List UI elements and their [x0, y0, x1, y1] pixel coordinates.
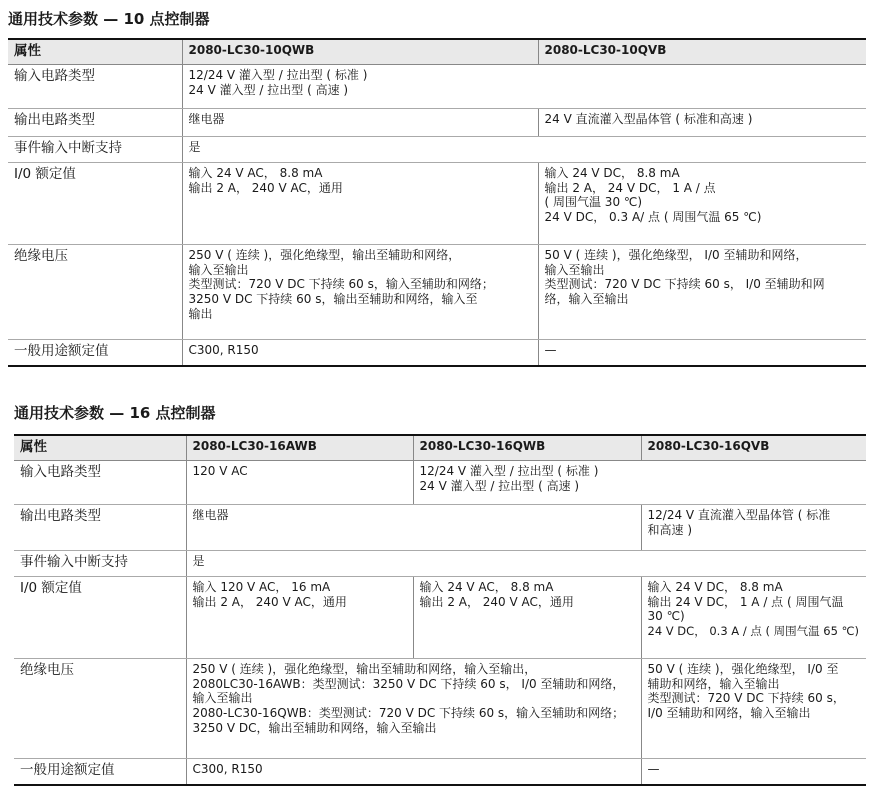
table-row [8, 137, 866, 163]
general-qvb: — [538, 340, 866, 366]
general-awb-qwb: C300, R150 [186, 759, 641, 785]
row-label: I/0 额定值 [8, 163, 182, 245]
table-row [14, 461, 866, 505]
io-qwb: 输入 24 V AC， 8.8 mA 输出 2 A， 240 V AC，通用 [182, 163, 538, 245]
header-row [14, 435, 866, 461]
output-type-qvb: 24 V 直流灌入型晶体管 ( 标准和高速 ) [538, 109, 866, 137]
header-16awb: 2080-LC30-16AWB [186, 435, 413, 461]
event-value: 是 [186, 551, 866, 577]
table-row [8, 109, 866, 137]
header-16qwb: 2080-LC30-16QWB [413, 435, 641, 461]
insulation-qvb: 50 V ( 连续 )，强化绝缘型， I/0 至辅助和网络， 输入至输出 类型测试：720 V DC 下持续 60 s， I/0 至辅助和网 络，输入至输出 [538, 245, 866, 340]
insulation-awb-qwb: 250 V ( 连续 )，强化绝缘型，输出至辅助和网络，输入至输出， 2080LC30-16AWB：类型测试：3250 V DC 下持续 60 s， I/0 至辅助和网络， 输入至输出 2080-LC30-16QWB：类型测试：720 V DC 下持续 60 s，输入至辅助和网络； 3250 V DC，输出至辅助和网络，输入至输出 [186, 659, 641, 759]
row-label: 一般用途额定值 [8, 340, 182, 366]
row-label: 事件输入中断支持 [8, 137, 182, 163]
output-type-qvb: 12/24 V 直流灌入型晶体管 ( 标准 和高速 ) [641, 505, 866, 551]
event-value: 是 [182, 137, 866, 163]
row-label: 事件输入中断支持 [14, 551, 186, 577]
table-row [14, 505, 866, 551]
general-qwb: C300, R150 [182, 340, 538, 366]
header-10qvb: 2080-LC30-10QVB [538, 39, 866, 65]
row-label: 绝缘电压 [14, 659, 186, 759]
row-label: I/0 额定值 [14, 577, 186, 659]
header-10qwb: 2080-LC30-10QWB [182, 39, 538, 65]
spec-table-10pt [8, 38, 866, 367]
table-row [8, 245, 866, 340]
io-qvb: 输入 24 V DC， 8.8 mA 输出 24 V DC， 1 A / 点 ( 周围气温 30 ℃) 24 V DC， 0.3 A / 点 ( 周围气温 65 ℃) [641, 577, 866, 659]
row-label: 输入电路类型 [8, 65, 182, 109]
input-type-value: 12/24 V 灌入型 / 拉出型 ( 标准 ) 24 V 灌入型 / 拉出型 ( 高速 ) [182, 65, 866, 109]
table-row [14, 659, 866, 759]
input-type-qwb-qvb: 12/24 V 灌入型 / 拉出型 ( 标准 ) 24 V 灌入型 / 拉出型 ( 高速 ) [413, 461, 866, 505]
output-type-awb-qwb: 继电器 [186, 505, 641, 551]
table-row [14, 577, 866, 659]
io-qvb: 输入 24 V DC， 8.8 mA 输出 2 A， 24 V DC， 1 A / 点 ( 周围气温 30 ℃) 24 V DC， 0.3 A/ 点 ( 周围气温 65 ℃) [538, 163, 866, 245]
io-qwb: 输入 24 V AC， 8.8 mA 输出 2 A， 240 V AC，通用 [413, 577, 641, 659]
section-title-16pt: 通用技术参数 — 16 点控制器 [14, 404, 216, 422]
output-type-qwb: 继电器 [182, 109, 538, 137]
header-16qvb: 2080-LC30-16QVB [641, 435, 866, 461]
table-row [8, 65, 866, 109]
row-label: 输入电路类型 [14, 461, 186, 505]
general-qvb: — [641, 759, 866, 785]
row-label: 绝缘电压 [8, 245, 182, 340]
table-row [14, 551, 866, 577]
input-type-awb: 120 V AC [186, 461, 413, 505]
header-attribute: 属性 [14, 435, 186, 461]
spec-table-16pt [14, 434, 866, 786]
header-row [8, 39, 866, 65]
header-attribute: 属性 [8, 39, 182, 65]
row-label: 一般用途额定值 [14, 759, 186, 785]
insulation-qwb: 250 V ( 连续 )，强化绝缘型，输出至辅助和网络， 输入至输出 类型测试：720 V DC 下持续 60 s，输入至辅助和网络； 3250 V DC 下持续 60 s，输出至辅助和网络，输入至 输出 [182, 245, 538, 340]
row-label: 输出电路类型 [14, 505, 186, 551]
insulation-qvb: 50 V ( 连续 )，强化绝缘型， I/0 至 辅助和网络，输入至输出 类型测试：720 V DC 下持续 60 s， I/0 至辅助和网络，输入至输出 [641, 659, 866, 759]
io-awb: 输入 120 V AC， 16 mA 输出 2 A， 240 V AC，通用 [186, 577, 413, 659]
table-row [14, 759, 866, 785]
section-title-10pt: 通用技术参数 — 10 点控制器 [8, 10, 210, 28]
row-label: 输出电路类型 [8, 109, 182, 137]
table-row [8, 340, 866, 366]
table-row [8, 163, 866, 245]
